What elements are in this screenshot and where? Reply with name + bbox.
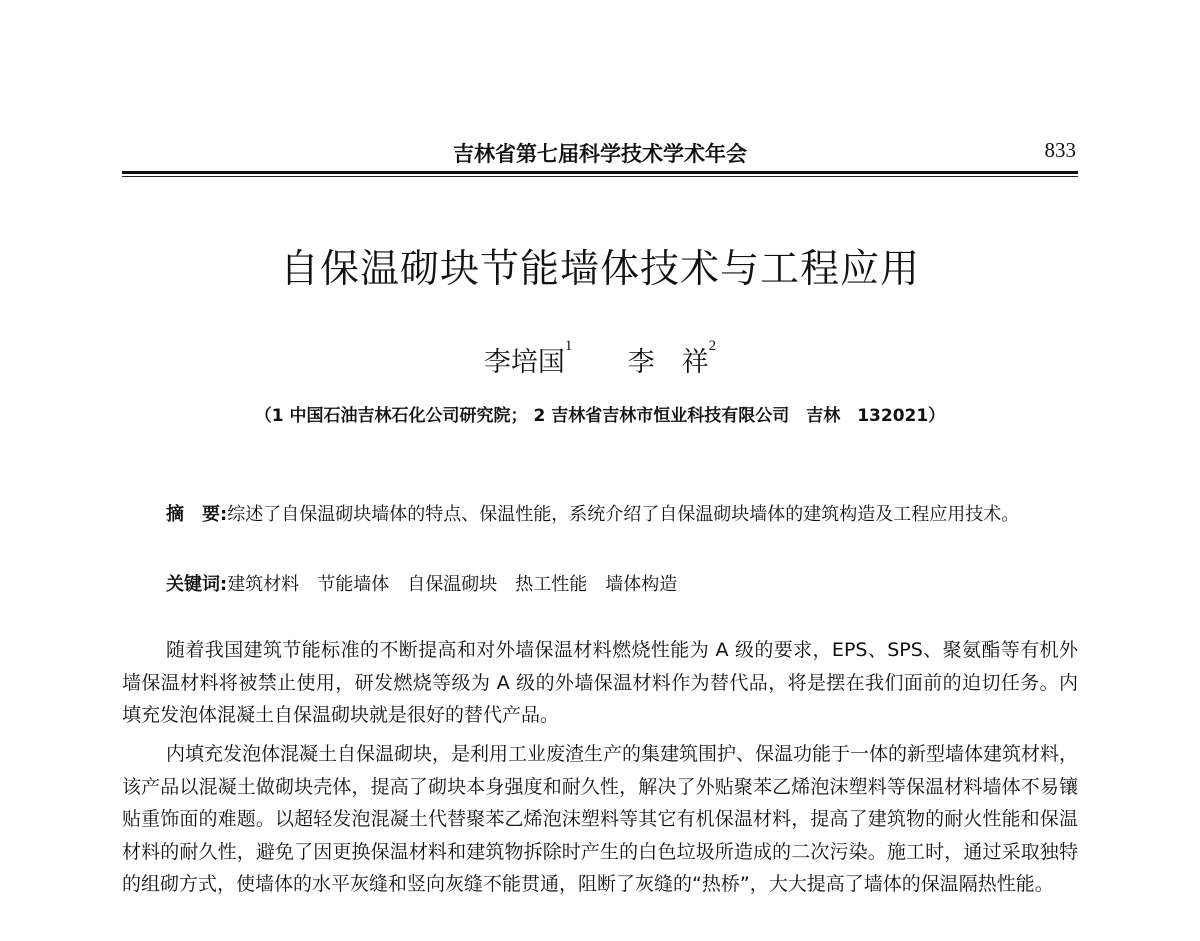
paper-title: 自保温砌块节能墙体技术与工程应用 — [279, 247, 920, 292]
abstract — [122, 498, 1078, 531]
header-rule-thick — [122, 171, 1078, 174]
abstract-label: 摘 要: — [166, 504, 228, 525]
author-name: 李 祥 — [627, 347, 709, 378]
keywords-label: 关键词: — [166, 574, 228, 595]
page-number: 833 — [1044, 138, 1076, 162]
running-title: 吉林省第七届科学技术学术年会 — [453, 142, 747, 166]
abstract-text: 综述了自保温砌块墙体的特点、保温性能，系统介绍了自保温砌块墙体的建筑构造及工程应用技术。 — [227, 504, 1020, 525]
author-list — [0, 340, 1200, 379]
author-name: 李培国 — [483, 347, 565, 378]
affiliation-mark: 2 — [708, 338, 717, 354]
affiliations: （1 中国石油吉林石化公司研究院； 2 吉林省吉林市恒业科技有限公司 吉林 132021） — [254, 406, 946, 426]
body-paragraph: 内填充发泡体混凝土自保温砌块，是利用工业废渣生产的集建筑围护、保温功能于一体的新型墙体建筑材料，该产品以混凝土做砌块壳体，提高了砌块本身强度和耐久性，解决了外贴聚苯乙烯泡沫塑料等保温材料墙体不易镶贴重饰面的难题。以超轻发泡混凝土代替聚苯乙烯泡沫塑料等其它有机保温材料，提高了建筑物的耐火性能和保温材料的耐久性，避免了因更换保温材料和建筑物拆除时产生的白色垃圾所造成的二次污染。施工时，通过采取独特的组砌方式，使墙体的水平灰缝和竖向灰缝不能贯通，阻断了灰缝的“热桥”，大大提高了墙体的保温隔热性能。 — [122, 743, 1079, 895]
keywords — [166, 570, 677, 596]
keywords-list: 建筑材料 节能墙体 自保温砌块 热工性能 墙体构造 — [227, 574, 678, 595]
affiliation-mark: 1 — [564, 338, 573, 354]
body-paragraph: 随着我国建筑节能标准的不断提高和对外墙保温材料燃烧性能为 A 级的要求，EPS、SPS、聚氨酯等有机外墙保温材料将被禁止使用，研发燃烧等级为 A 级的外墙保温材料作为替代品，将是摆在我们面前的迫切任务。内填充发泡体混凝土自保温砌块就是很好的替代产品。 — [122, 639, 1078, 726]
header-rule-thin — [122, 176, 1078, 177]
